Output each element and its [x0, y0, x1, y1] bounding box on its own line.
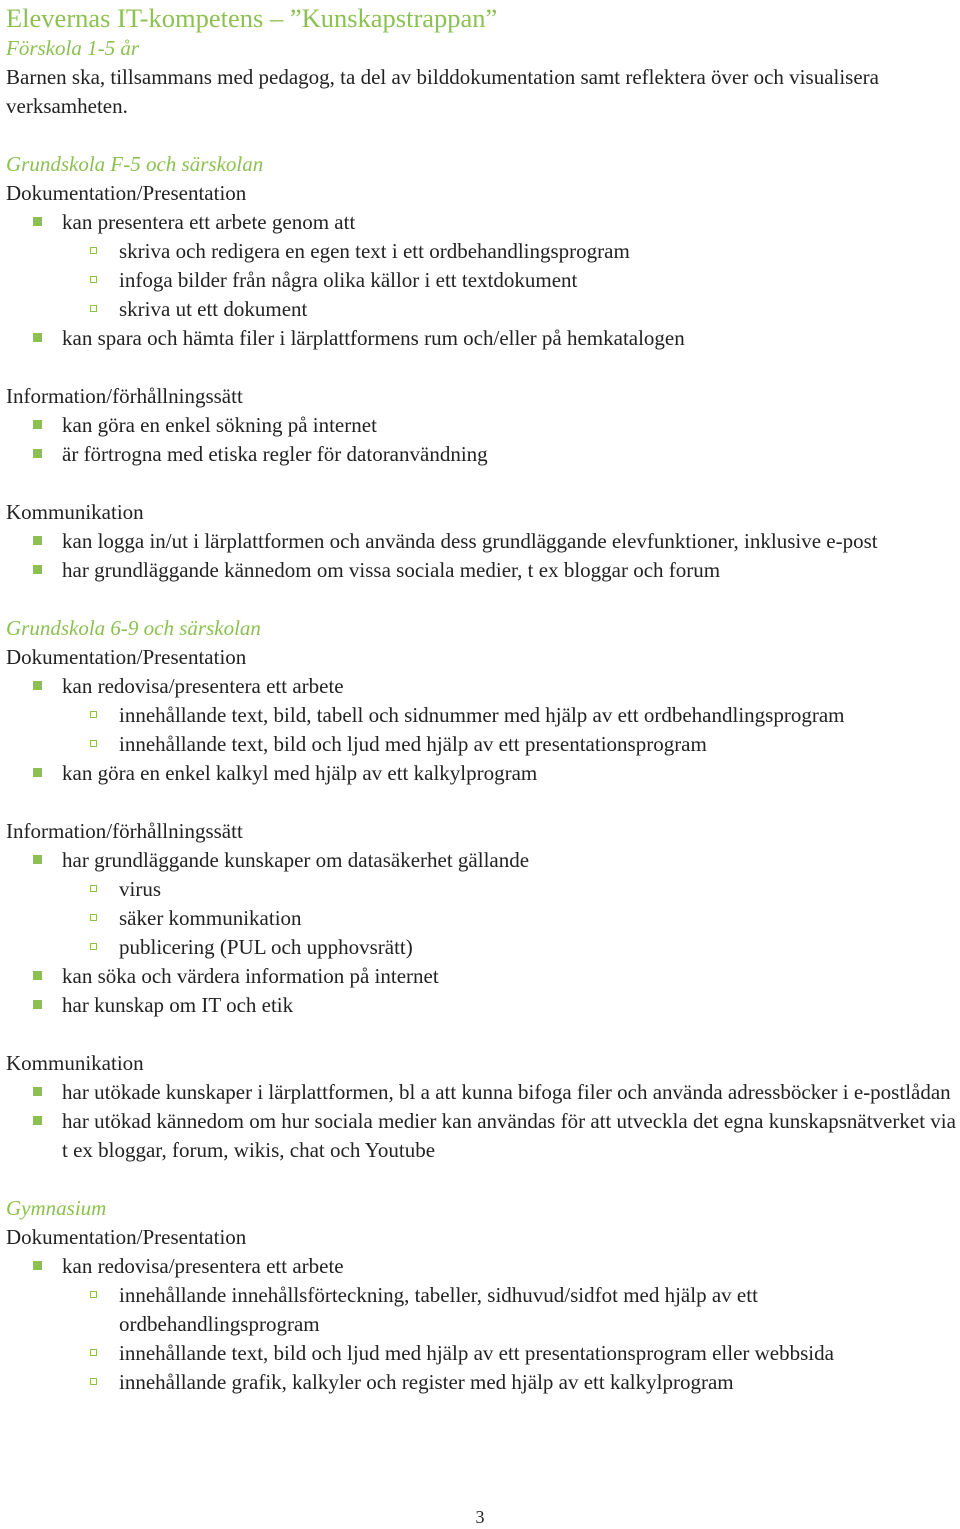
list-item-text: har utökad kännedom om hur sociala medier kan användas för att utveckla det egna kunskapsnätverket via t ex bloggar, forum, wikis, chat och Youtube [62, 1109, 956, 1162]
bullet-list [6, 527, 960, 585]
square-bullet-icon [33, 1000, 42, 1009]
square-bullet-icon [33, 681, 42, 690]
square-bullet-icon [33, 1116, 42, 1125]
category-heading: Dokumentation/Presentation [6, 645, 247, 669]
list-item-text: kan redovisa/presentera ett arbete [62, 1254, 344, 1278]
sub-list-item [6, 295, 960, 324]
list-item-text: kan presentera ett arbete genom att [62, 210, 356, 234]
hollow-square-bullet-icon [90, 305, 97, 312]
sub-list-item-text: infoga bilder från några olika källor i ett textdokument [119, 268, 578, 292]
list-item-text: är förtrogna med etiska regler för datoranvändning [62, 442, 488, 466]
group-spacer [6, 353, 960, 382]
list-item-text: kan söka och värdera information på internet [62, 964, 439, 988]
category-heading: Information/förhållningssätt [6, 819, 243, 843]
list-item-text: kan redovisa/presentera ett arbete [62, 674, 344, 698]
hollow-square-bullet-icon [90, 914, 97, 921]
bullet-list [6, 1078, 960, 1165]
hollow-square-bullet-icon [90, 711, 97, 718]
list-item [6, 759, 960, 788]
category-heading: Dokumentation/Presentation [6, 1225, 247, 1249]
hollow-square-bullet-icon [90, 1378, 97, 1385]
hollow-square-bullet-icon [90, 247, 97, 254]
stage-heading: Grundskola 6-9 och särskolan [6, 616, 261, 640]
list-item-text: kan göra en enkel sökning på internet [62, 413, 377, 437]
square-bullet-icon [33, 217, 42, 226]
sub-list-item [6, 266, 960, 295]
list-item [6, 1252, 960, 1281]
list-item [6, 324, 960, 353]
list-item-text: kan logga in/ut i lärplattformen och använda dess grundläggande elevfunktioner, inklusive e-post [62, 529, 878, 553]
hollow-square-bullet-icon [90, 1349, 97, 1356]
section-spacer [6, 1165, 960, 1194]
sub-list-item [6, 933, 960, 962]
list-item-text: kan spara och hämta filer i lärplattformens rum och/eller på hemkatalogen [62, 326, 685, 350]
sub-list-item-text: innehållande grafik, kalkyler och register med hjälp av ett kalkylprogram [119, 1370, 734, 1394]
stage-heading: Förskola 1-5 år [6, 36, 139, 60]
sub-list-item [6, 237, 960, 266]
sub-list-item-text: skriva och redigera en egen text i ett ordbehandlingsprogram [119, 239, 630, 263]
group-spacer [6, 788, 960, 817]
sub-list-item-text: innehållande text, bild och ljud med hjälp av ett presentationsprogram [119, 732, 707, 756]
list-item [6, 556, 960, 585]
sub-list-item [6, 701, 960, 730]
square-bullet-icon [33, 768, 42, 777]
bullet-list [6, 411, 960, 469]
hollow-square-bullet-icon [90, 943, 97, 950]
sub-list-item [6, 1368, 960, 1397]
bullet-list [6, 672, 960, 788]
section-spacer [6, 585, 960, 614]
sub-list-item [6, 875, 960, 904]
square-bullet-icon [33, 1087, 42, 1096]
list-item [6, 440, 960, 469]
document-content [6, 34, 960, 1397]
sub-list-item [6, 1281, 960, 1339]
square-bullet-icon [33, 333, 42, 342]
sub-list-item-text: innehållande text, bild och ljud med hjälp av ett presentationsprogram eller webbsida [119, 1341, 834, 1365]
stage-heading: Gymnasium [6, 1196, 107, 1220]
bullet-list [6, 846, 960, 1020]
category-heading: Kommunikation [6, 1051, 144, 1075]
hollow-square-bullet-icon [90, 740, 97, 747]
sub-list-item-text: säker kommunikation [119, 906, 302, 930]
list-item-text: har utökade kunskaper i lärplattformen, bl a att kunna bifoga filer och använda adressböcker i e-postlådan [62, 1080, 951, 1104]
hollow-square-bullet-icon [90, 1291, 97, 1298]
list-item [6, 527, 960, 556]
square-bullet-icon [33, 971, 42, 980]
page-number: 3 [475, 1507, 485, 1527]
document-page [6, 2, 960, 1397]
section-spacer [6, 121, 960, 150]
list-item-text: har grundläggande kännedom om vissa sociala medier, t ex bloggar och forum [62, 558, 721, 582]
list-item [6, 1078, 960, 1107]
square-bullet-icon [33, 420, 42, 429]
square-bullet-icon [33, 449, 42, 458]
bullet-list [6, 1252, 960, 1397]
square-bullet-icon [33, 565, 42, 574]
list-item-text: har kunskap om IT och etik [62, 993, 294, 1017]
group-spacer [6, 1020, 960, 1049]
list-item [6, 846, 960, 875]
stage-heading: Grundskola F-5 och särskolan [6, 152, 264, 176]
list-item-text: kan göra en enkel kalkyl med hjälp av ett kalkylprogram [62, 761, 538, 785]
list-item-text: har grundläggande kunskaper om datasäkerhet gällande [62, 848, 530, 872]
square-bullet-icon [33, 855, 42, 864]
sub-list-item-text: innehållande text, bild, tabell och sidnummer med hjälp av ett ordbehandlingsprogram [119, 703, 845, 727]
category-heading: Kommunikation [6, 500, 144, 524]
sub-list-item-text: innehållande innehållsförteckning, tabeller, sidhuvud/sidfot med hjälp av ett ordbehandlingsprogram [119, 1283, 758, 1336]
list-item [6, 1107, 960, 1165]
document-title: Elevernas IT-kompetens – ”Kunskapstrappan” [6, 3, 498, 33]
sub-list-item-text: virus [119, 877, 161, 901]
sub-list-item [6, 904, 960, 933]
square-bullet-icon [33, 536, 42, 545]
intro-paragraph: Barnen ska, tillsammans med pedagog, ta del av bilddokumentation samt reflektera över och visualisera verksamheten. [6, 65, 879, 118]
category-heading: Information/förhållningssätt [6, 384, 243, 408]
hollow-square-bullet-icon [90, 276, 97, 283]
list-item [6, 962, 960, 991]
hollow-square-bullet-icon [90, 885, 97, 892]
category-heading: Dokumentation/Presentation [6, 181, 247, 205]
sub-list-item-text: publicering (PUL och upphovsrätt) [119, 935, 413, 959]
list-item [6, 411, 960, 440]
list-item [6, 672, 960, 701]
square-bullet-icon [33, 1261, 42, 1270]
bullet-list [6, 208, 960, 353]
group-spacer [6, 469, 960, 498]
sub-list-item-text: skriva ut ett dokument [119, 297, 308, 321]
list-item [6, 991, 960, 1020]
list-item [6, 208, 960, 237]
sub-list-item [6, 1339, 960, 1368]
sub-list-item [6, 730, 960, 759]
